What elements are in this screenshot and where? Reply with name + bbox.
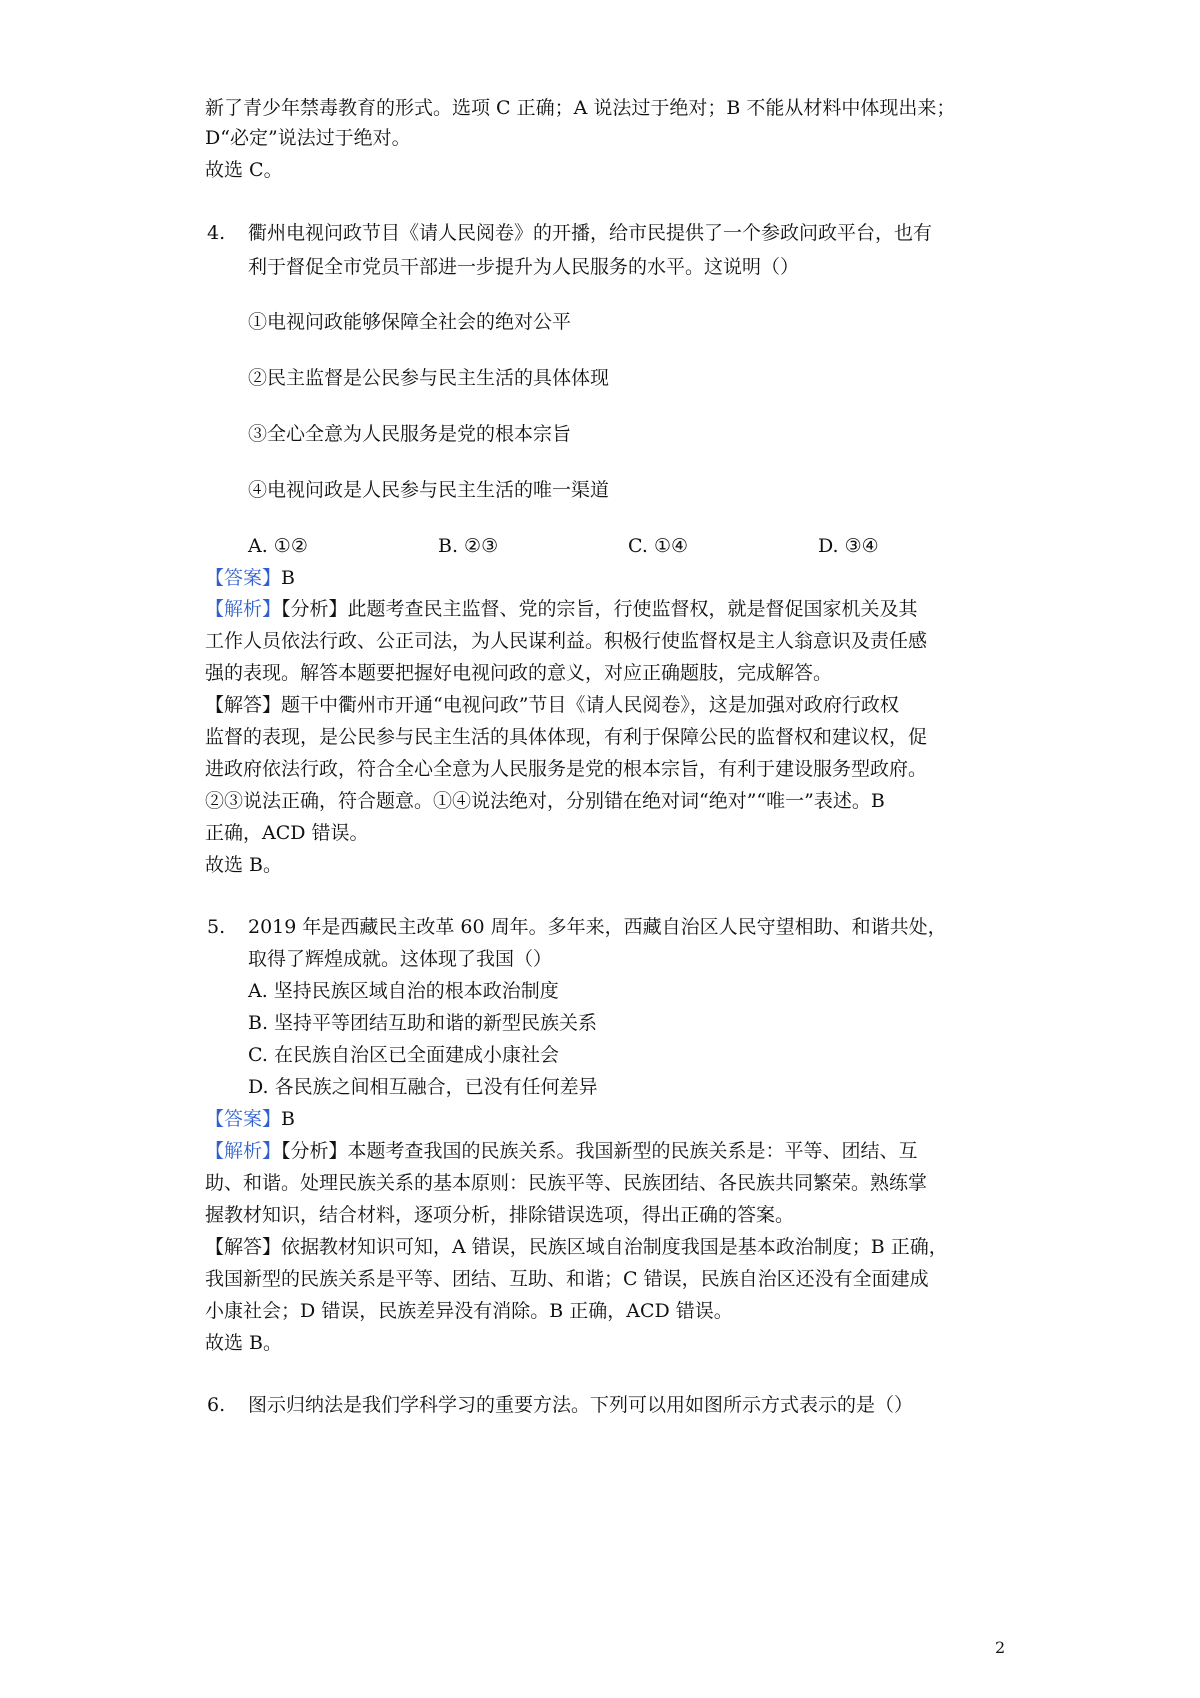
answer-label: 【答案】: [205, 1108, 282, 1130]
answer-label: 【答案】: [205, 567, 282, 589]
question-4-solution-line-6: 故选 B。: [205, 854, 283, 876]
analysis-text: 【分析】本题考查我国的民族关系。我国新型的民族关系是：平等、团结、互: [281, 1140, 918, 1162]
question-4-choice-c: C. ①④: [628, 535, 689, 557]
question-5-solution-line-4: 故选 B。: [205, 1332, 283, 1354]
question-5-solution-line-2: 我国新型的民族关系是平等、团结、互助、和谐；C 错误，民族自治区还没有全面建成: [205, 1268, 929, 1290]
question-4-analysis-line-2: 工作人员依法行政、公正司法，为人民谋利益。积极行使监督权是主人翁意识及责任感: [205, 630, 928, 652]
question-4-analysis-line-1: [205, 594, 918, 624]
question-5-option-a: A. 坚持民族区域自治的根本政治制度: [248, 980, 559, 1002]
question-5-solution-line-3: 小康社会；D 错误，民族差异没有消除。B 正确，ACD 错误。: [205, 1300, 733, 1322]
question-4-solution-line-2: 监督的表现，是公民参与民主生活的具体体现，有利于保障公民的监督权和建议权，促: [205, 726, 928, 748]
question-4-statement-4: ④电视问政是人民参与民主生活的唯一渠道: [248, 479, 610, 501]
question-4-stem-line-2: 利于督促全市党员干部进一步提升为人民服务的水平。这说明（）: [248, 256, 800, 278]
analysis-label: 【解析】: [205, 1140, 282, 1162]
question-4-analysis-line-3: 强的表现。解答本题要把握好电视问政的意义，对应正确题肢，完成解答。: [205, 662, 833, 684]
question-4-solution-line-3: 进政府依法行政，符合全心全意为人民服务是党的根本宗旨，有利于建设服务型政府。: [205, 758, 928, 780]
answer-value: B: [281, 567, 295, 589]
continuation-line-2: D“必定”说法过于绝对。: [205, 127, 411, 149]
question-4-solution-line-4: ②③说法正确，符合题意。①④说法绝对，分别错在绝对词“绝对”“唯一”表述。B: [205, 790, 885, 812]
continuation-line-1: 新了青少年禁毒教育的形式。选项 C 正确；A 说法过于绝对；B 不能从材料中体现出来；: [205, 97, 956, 119]
question-5-analysis-line-3: 握教材知识，结合材料，逐项分析，排除错误选项，得出正确的答案。: [205, 1204, 795, 1226]
question-4-number: 4.: [207, 222, 226, 244]
analysis-text: 【分析】此题考查民主监督、党的宗旨，行使监督权，就是督促国家机关及其: [281, 598, 918, 620]
question-5-answer: [205, 1104, 295, 1134]
question-4-stem-line-1: 衢州电视问政节目《请人民阅卷》的开播，给市民提供了一个参政问政平台，也有: [248, 222, 933, 244]
question-4-statement-3: ③全心全意为人民服务是党的根本宗旨: [248, 423, 572, 445]
question-5-analysis-line-1: [205, 1136, 918, 1166]
question-5-number: 5.: [207, 916, 226, 938]
question-4-statement-2: ②民主监督是公民参与民主生活的具体体现: [248, 367, 610, 389]
question-4-solution-line-5: 正确，ACD 错误。: [205, 822, 369, 844]
question-4-choice-b: B. ②③: [438, 535, 499, 557]
question-6-number: 6.: [207, 1394, 226, 1416]
analysis-label: 【解析】: [205, 598, 282, 620]
question-4-choice-a: A. ①②: [248, 535, 308, 557]
page-number: 2: [995, 1638, 1006, 1657]
question-6-stem: 图示归纳法是我们学科学习的重要方法。下列可以用如图所示方式表示的是（）: [248, 1394, 914, 1416]
question-4-solution-line-1: 【解答】题干中衢州市开通“电视问政”节目《请人民阅卷》，这是加强对政府行政权: [205, 694, 899, 716]
question-5-analysis-line-2: 助、和谐。处理民族关系的基本原则：民族平等、民族团结、各民族共同繁荣。熟练掌: [205, 1172, 928, 1194]
continuation-line-3: 故选 C。: [205, 159, 283, 181]
question-4-answer: [205, 563, 295, 593]
question-5-option-c: C. 在民族自治区已全面建成小康社会: [248, 1044, 559, 1066]
answer-value: B: [281, 1108, 295, 1130]
question-4-choice-d: D. ③④: [818, 535, 879, 557]
question-5-option-b: B. 坚持平等团结互助和谐的新型民族关系: [248, 1012, 598, 1034]
question-5-stem-line-2: 取得了辉煌成就。这体现了我国（）: [248, 948, 553, 970]
question-5-solution-line-1: 【解答】依据教材知识可知，A 错误，民族区域自治制度我国是基本政治制度；B 正确，: [205, 1236, 948, 1258]
question-5-option-d: D. 各民族之间相互融合，已没有任何差异: [248, 1076, 598, 1098]
question-5-stem-line-1: 2019 年是西藏民主改革 60 周年。多年来，西藏自治区人民守望相助、和谐共处，: [248, 916, 947, 938]
question-4-statement-1: ①电视问政能够保障全社会的绝对公平: [248, 311, 572, 333]
